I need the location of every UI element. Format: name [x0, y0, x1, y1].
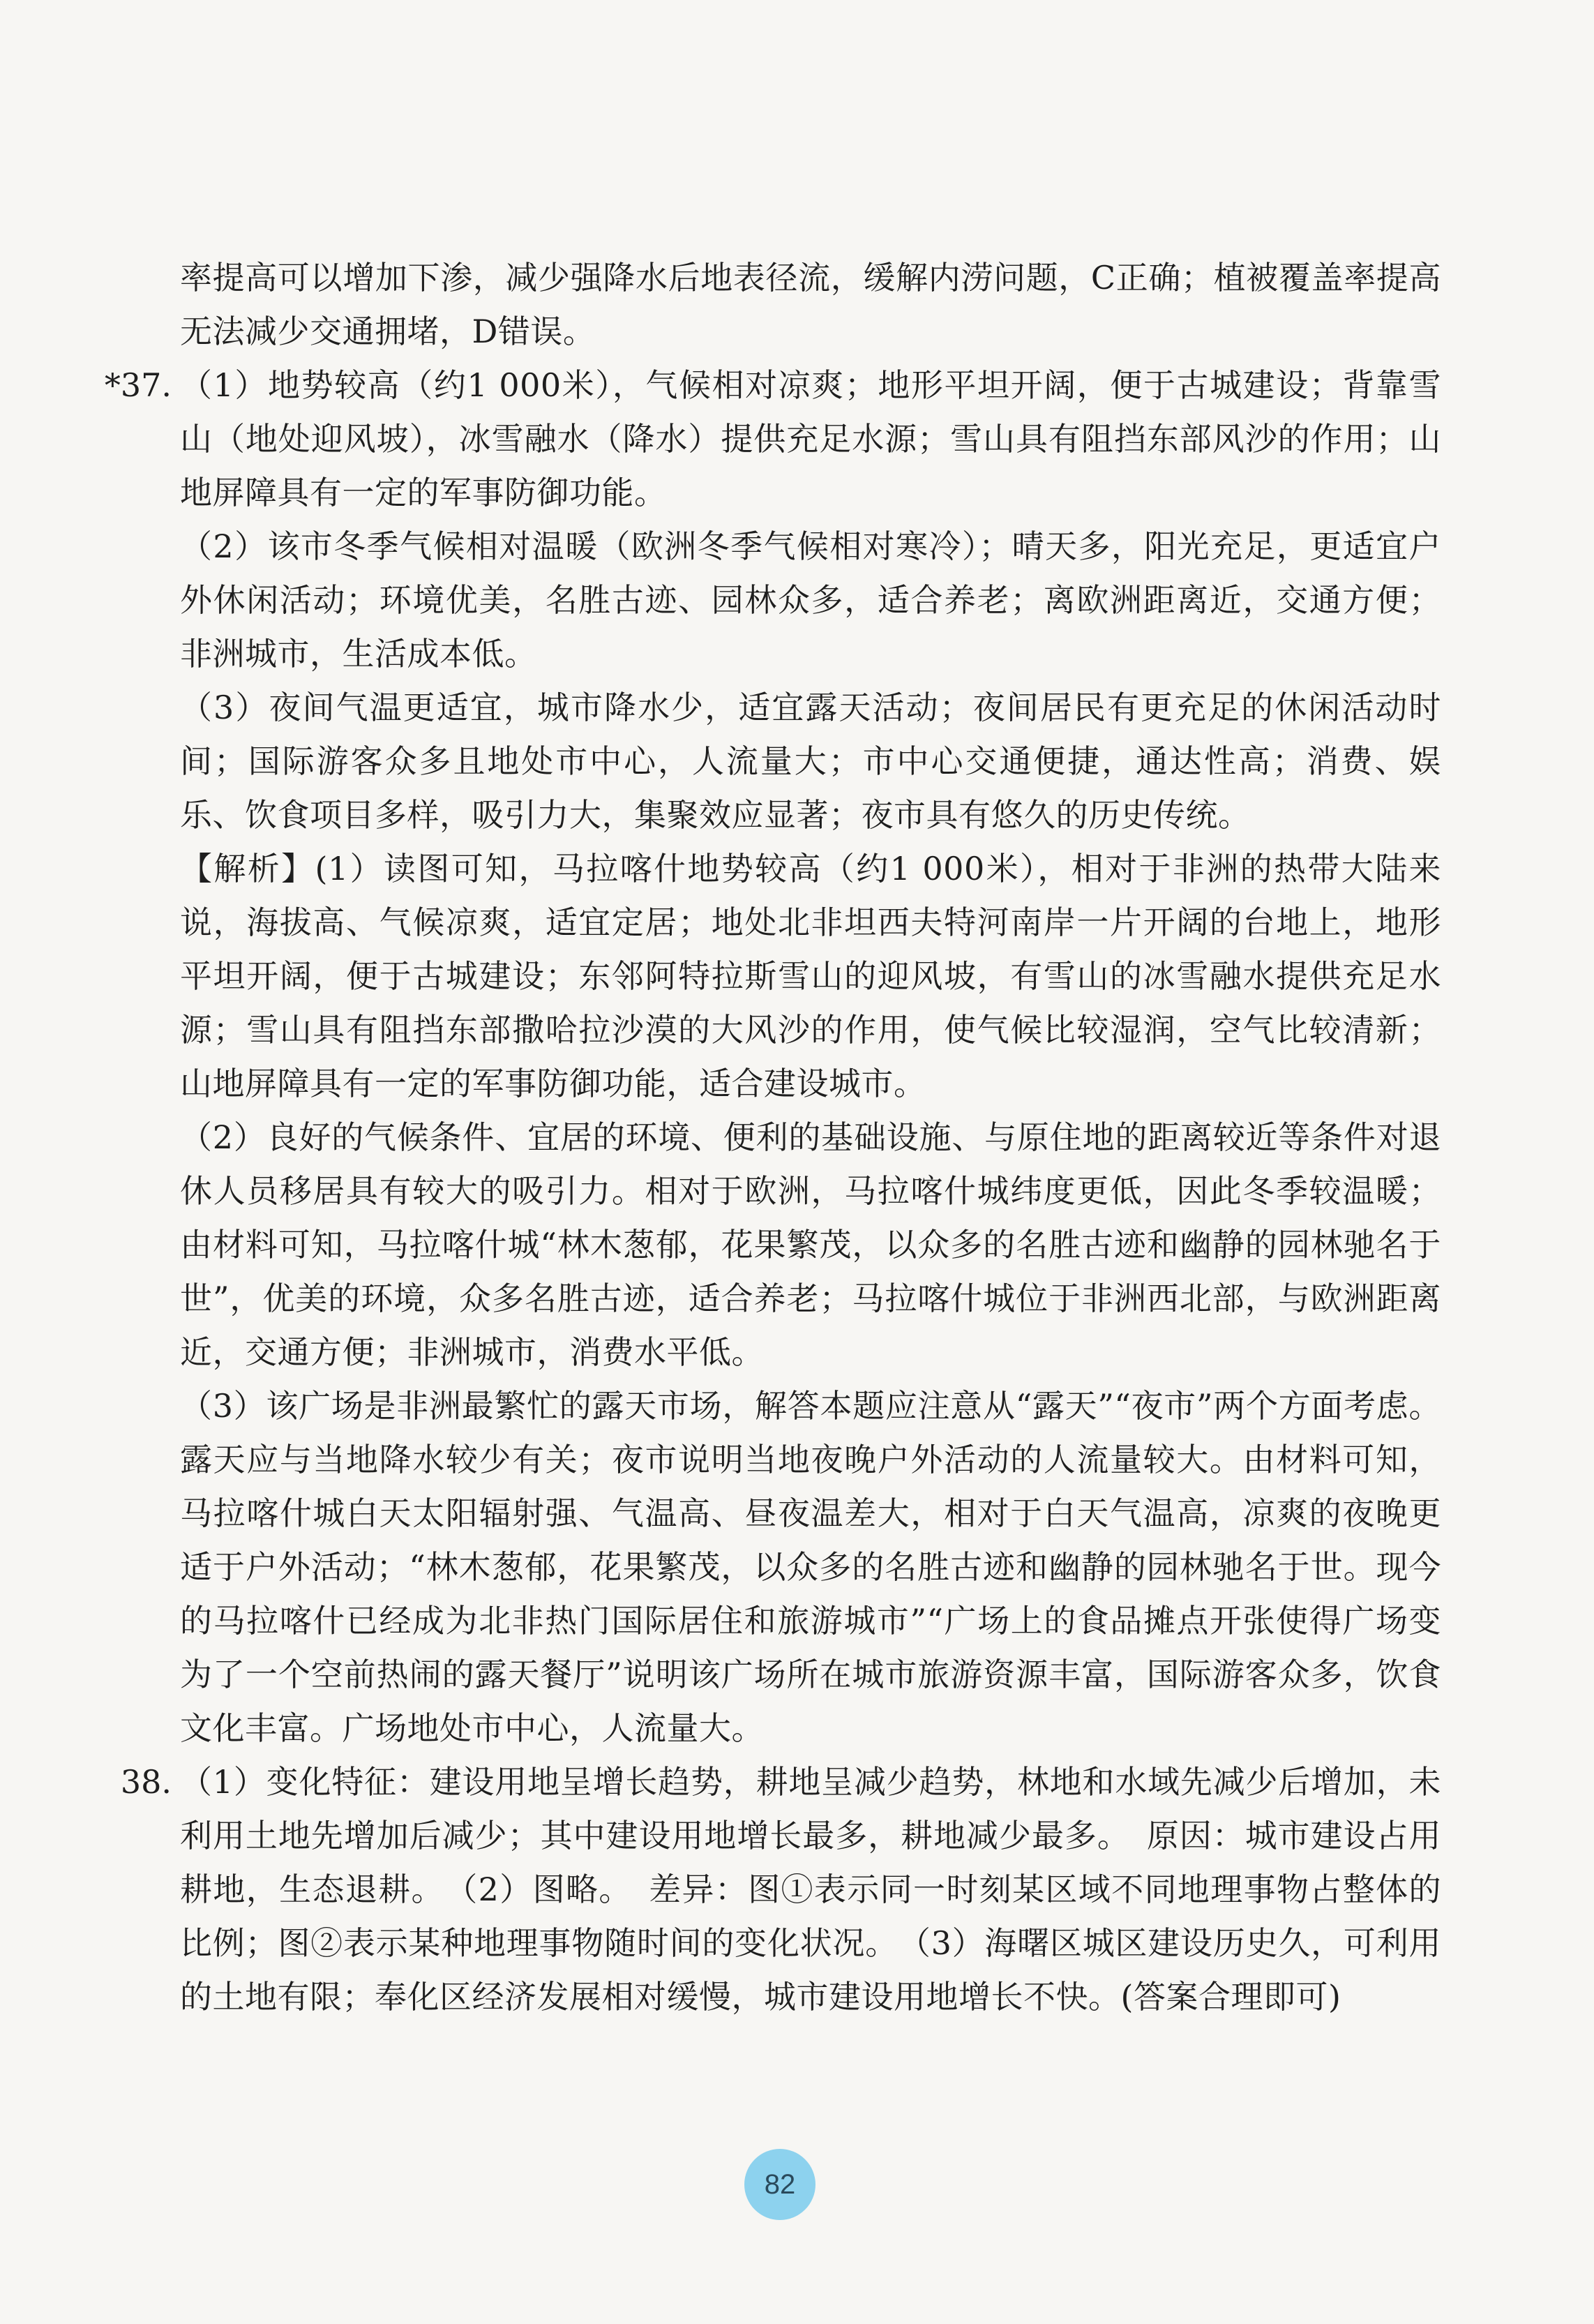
q37-analysis-part1: 【解析】(1）读图可知，马拉喀什地势较高（约1 000米），相对于非洲的热带大陆来说，海拔高、气候凉爽，适宜定居；地处北非坦西夫特河南岸一片开阔的台地上，地形平坦开阔，便于古城建设；东邻阿特拉斯雪山的迎风坡，有雪山的冰雪融水提供充足水源；雪山具有阻挡东部撒哈拉沙漠的大风沙的作用，使气候比较湿润，空气比较清新；山地屏障具有一定的军事防御功能，适合建设城市。: [180, 850, 1441, 1102]
question-number-37: *37.: [104, 366, 172, 404]
q37-part2-answer: （2）该市冬季气候相对温暖（欧洲冬季气候相对寒冷）；晴天多，阳光充足，更适宜户外休闲活动；环境优美，名胜古迹、园林众多，适合养老；离欧洲距离近，交通方便；非洲城市，生活成本低。: [180, 527, 1441, 673]
q37-analysis-part2: （2）良好的气候条件、宜居的环境、便利的基础设施、与原住地的距离较近等条件对退休人员移居具有较大的吸引力。相对于欧洲，马拉喀什城纬度更低，因此冬季较温暖；由材料可知，马拉喀什城“林木葱郁，花果繁茂，以众多的名胜古迹和幽静的园林驰名于世”，优美的环境，众多名胜古迹，适合养老；马拉喀什城位于非洲西北部，与欧洲距离近，交通方便；非洲城市，消费水平低。: [180, 1118, 1441, 1371]
question-37: [104, 359, 1441, 520]
q37-analysis-part3: （3）该广场是非洲最繁忙的露天市场，解答本题应注意从“露天”“夜市”两个方面考虑。露天应与当地降水较少有关；夜市说明当地夜晚户外活动的人流量较大。由材料可知，马拉喀什城白天太阳辐射强、气温高、昼夜温差大，相对于白天气温高，凉爽的夜晚更适于户外活动；“林木葱郁，花果繁茂，以众多的名胜古迹和幽静的园林驰名于世。现今的马拉喀什已经成为北非热门国际居住和旅游城市”“广场上的食品摊点开张使得广场变为了一个空前热闹的露天餐厅”说明该广场所在城市旅游资源丰富，国际游客众多，饮食文化丰富。广场地处市中心，人流量大。: [180, 1387, 1441, 1747]
q38-answer: （1）变化特征：建设用地呈增长趋势，耕地呈减少趋势，林地和水域先减少后增加，未利用土地先增加后减少；其中建设用地增长最多，耕地减少最多。 原因：城市建设占用耕地，生态退耕。 （2）图略。 差异：图①表示同一时刻某区域不同地理事物占整体的比例；图②表示某种地理事物随时间的变化状况。 （3）海曙区城区建设历史久，可利用的土地有限；奉化区经济发展相对缓慢，城市建设用地增长不快。(答案合理即可): [180, 1763, 1441, 2016]
page-number-badge: 82: [744, 2149, 815, 2220]
q37-part3-answer: （3）夜间气温更适宜，城市降水少，适宜露天活动；夜间居民有更充足的休闲活动时间；国际游客众多且地处市中心，人流量大；市中心交通便捷，通达性高；消费、娱乐、饮食项目多样，吸引力大，集聚效应显著；夜市具有悠久的历史传统。: [180, 689, 1441, 834]
question-number-38: 38.: [120, 1763, 172, 1801]
q37-part1-answer: （1）地势较高（约1 000米），气候相对凉爽；地形平坦开阔，便于古城建设；背靠雪山（地处迎风坡），冰雪融水（降水）提供充足水源；雪山具有阻挡东部风沙的作用；山地屏障具有一定的军事防御功能。: [180, 366, 1441, 511]
answer-text-block: [104, 251, 1441, 2024]
paragraph-q36-continuation: 率提高可以增加下渗，减少强降水后地表径流，缓解内涝问题，C正确；植被覆盖率提高无法减少交通拥堵，D错误。: [180, 259, 1441, 350]
question-38: [120, 1755, 1441, 2024]
